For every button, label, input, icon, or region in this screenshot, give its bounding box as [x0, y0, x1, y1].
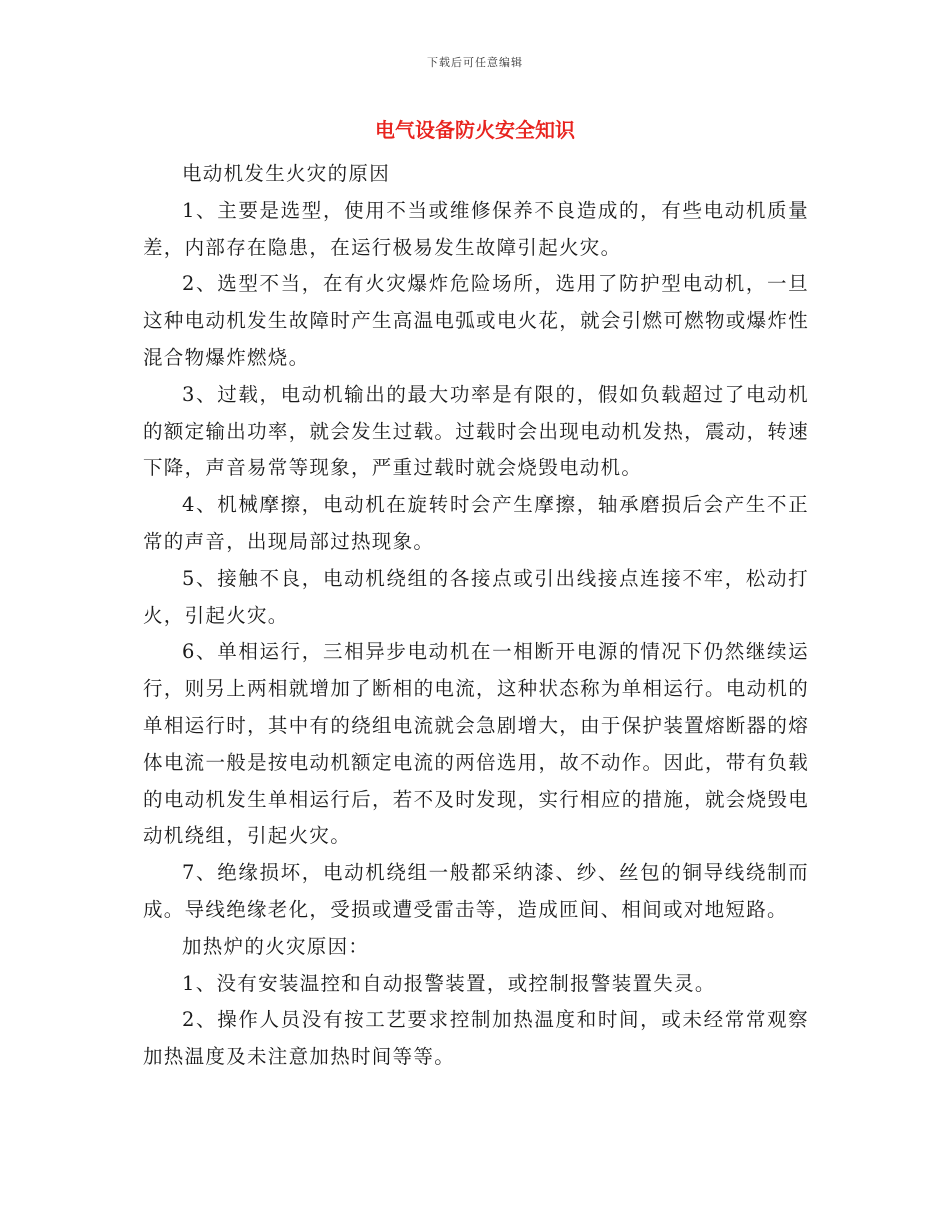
paragraph-item-7: 7、绝缘损坏，电动机绕组一般都采纳漆、纱、丝包的铜导线绕制而成。导线绝缘老化，受损或遭受雷击等，造成匝间、相间或对地短路。: [143, 861, 809, 921]
document-body: [143, 156, 809, 1076]
paragraph-item-4: 4、机械摩擦，电动机在旋转时会产生摩擦，轴承磨损后会产生不正常的声音，出现局部过热现象。: [143, 493, 809, 553]
paragraph-item-3: 3、过载，电动机输出的最大功率是有限的，假如负载超过了电动机的额定输出功率，就会发生过载。过载时会出现电动机发热，震动，转速下降，声音易常等现象，严重过载时就会烧毁电动机。: [143, 382, 809, 480]
section-heading-motor: 电动机发生火灾的原因: [182, 162, 391, 185]
paragraph-item-2: 2、选型不当，在有火灾爆炸危险场所，选用了防护型电动机，一旦这种电动机发生故障时产生高温电弧或电火花，就会引燃可燃物或爆炸性混合物爆炸燃烧。: [143, 272, 809, 369]
paragraph-furnace-1: 1、没有安装温控和自动报警装置，或控制报警装置失灵。: [182, 971, 716, 995]
paragraph-item-5: 5、接触不良，电动机绕组的各接点或引出线接点连接不牢，松动打火，引起火灾。: [143, 566, 809, 627]
section-heading-furnace: 加热炉的火灾原因：: [182, 934, 370, 958]
header-note: 下载后可任意编辑: [427, 56, 523, 69]
paragraph-furnace-2: 2、操作人员没有按工艺要求控制加热温度和时间，或未经常常观察加热温度及未注意加热时间等等。: [143, 1008, 809, 1069]
paragraph-item-1: 1、主要是选型，使用不当或维修保养不良造成的，有些电动机质量差，内部存在隐患，在运行极易发生故障引起火灾。: [143, 198, 809, 259]
document-title: 电气设备防火安全知识: [375, 118, 575, 142]
paragraph-item-6: 6、单相运行，三相异步电动机在一相断开电源的情况下仍然继续运行，则另上两相就增加了断相的电流，这种状态称为单相运行。电动机的单相运行时，其中有的绕组电流就会急剧增大，由于保护装置熔断器的熔体电流一般是按电动机额定电流的两倍选用，故不动作。因此，带有负载的电动机发生单相运行后，若不及时发现，实行相应的措施，就会烧毁电动机绕组，引起火灾。: [143, 640, 809, 848]
